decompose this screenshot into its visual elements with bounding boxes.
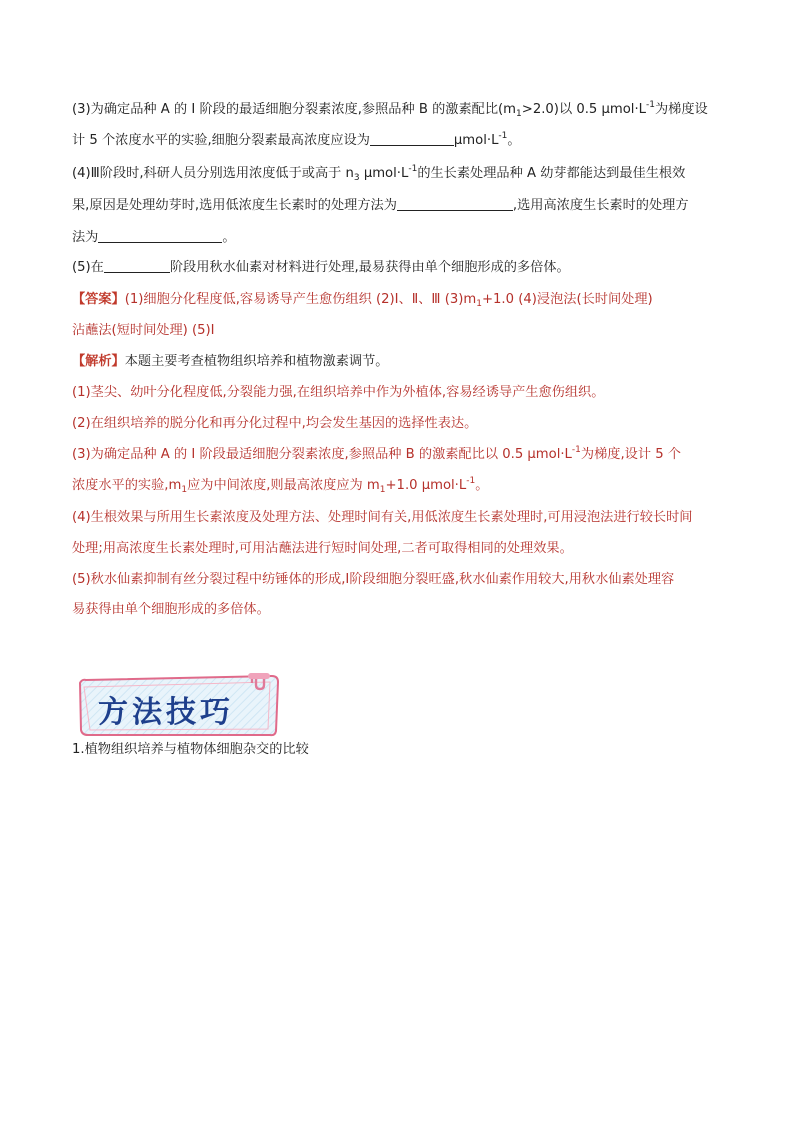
answer-blank[interactable] bbox=[397, 196, 513, 211]
q3-line-2: 计 5 个浓度水平的实验,细胞分裂素最高浓度应设为 $\mu mol\cdot L^{-1}$。 bbox=[72, 131, 521, 148]
analysis-p3-line-2: 浓度水平的实验$,m_1$应为中间浓度,则最高浓度应为 $m_1+1.0$ $\mu mol\cdot L^{-1}$。 bbox=[72, 476, 489, 495]
q4-line-2: 果,原因是处理幼芽时,选用低浓度生长素时的处理方法为 ,选用高浓度生长素时的处理方 bbox=[72, 198, 689, 213]
analysis-p4-line-2: 处理;用高浓度生长素处理时,可用沾蘸法进行短时间处理,二者可取得相同的处理效果。 bbox=[72, 541, 573, 556]
answer-blank[interactable] bbox=[370, 131, 454, 146]
banner-title: 方法技巧 bbox=[98, 695, 234, 730]
answer-tag: 【答案】 bbox=[72, 292, 125, 307]
answer-blank[interactable] bbox=[98, 228, 222, 243]
analysis-p2: (2)在组织培养的脱分化和再分化过程中,均会发生基因的选择性表达。 bbox=[72, 416, 478, 431]
method-tips-banner bbox=[76, 673, 284, 739]
analysis-p5-line-1: (5)秋水仙素抑制有丝分裂过程中纺锤体的形成,Ⅰ阶段细胞分裂旺盛,秋水仙素作用较大,用秋水仙素处理容 bbox=[72, 572, 675, 587]
answer-line-1: 【答案】(1)细胞分化程度低,容易诱导产生愈伤组织 (2)Ⅰ、Ⅱ、Ⅲ $(3)m_1+1.0$ (4)浸泡法(长时间处理) bbox=[72, 292, 653, 309]
analysis-p3-line-1: (3)为确定品种 A 的 Ⅰ 阶段最适细胞分裂素浓度,参照品种 B 的激素配比以 0.5 $\mu mol\cdot L^{-1}$为梯度,设计 5 个 bbox=[72, 445, 681, 462]
q4-line-3: 法为 。 bbox=[72, 230, 236, 245]
q4-line-1: (4)Ⅲ阶段时,科研人员分别选用浓度低于或高于 $n_3$ $\mu mol\cdot L^{-1}$的生长素处理品种 A 幼芽都能达到最佳生根效 bbox=[72, 164, 686, 183]
q5-line: (5)在 阶段用秋水仙素对材料进行处理,最易获得由单个细胞形成的多倍体。 bbox=[72, 260, 570, 275]
answer-blank[interactable] bbox=[104, 258, 170, 273]
analysis-intro: 【解析】本题主要考查植物组织培养和植物激素调节。 bbox=[72, 354, 389, 369]
section-item-1: 1.植物组织培养与植物体细胞杂交的比较 bbox=[72, 742, 309, 757]
analysis-tag: 【解析】 bbox=[72, 354, 125, 369]
analysis-p5-line-2: 易获得由单个细胞形成的多倍体。 bbox=[72, 602, 270, 617]
analysis-p1: (1)茎尖、幼叶分化程度低,分裂能力强,在组织培养中作为外植体,容易经诱导产生愈伤组织。 bbox=[72, 385, 605, 400]
analysis-p4-line-1: (4)生根效果与所用生长素浓度及处理方法、处理时间有关,用低浓度生长素处理时,可用浸泡法进行较长时间 bbox=[72, 510, 693, 525]
q3-line-1: (3)为确定品种 A 的 Ⅰ 阶段的最适细胞分裂素浓度,参照品种 B 的激素配比$(m_1>2.0)$以 0.5 $\mu mol\cdot L^{-1}$为梯度设 bbox=[72, 100, 708, 119]
answer-line-2: 沾蘸法(短时间处理) (5)Ⅰ bbox=[72, 323, 215, 338]
